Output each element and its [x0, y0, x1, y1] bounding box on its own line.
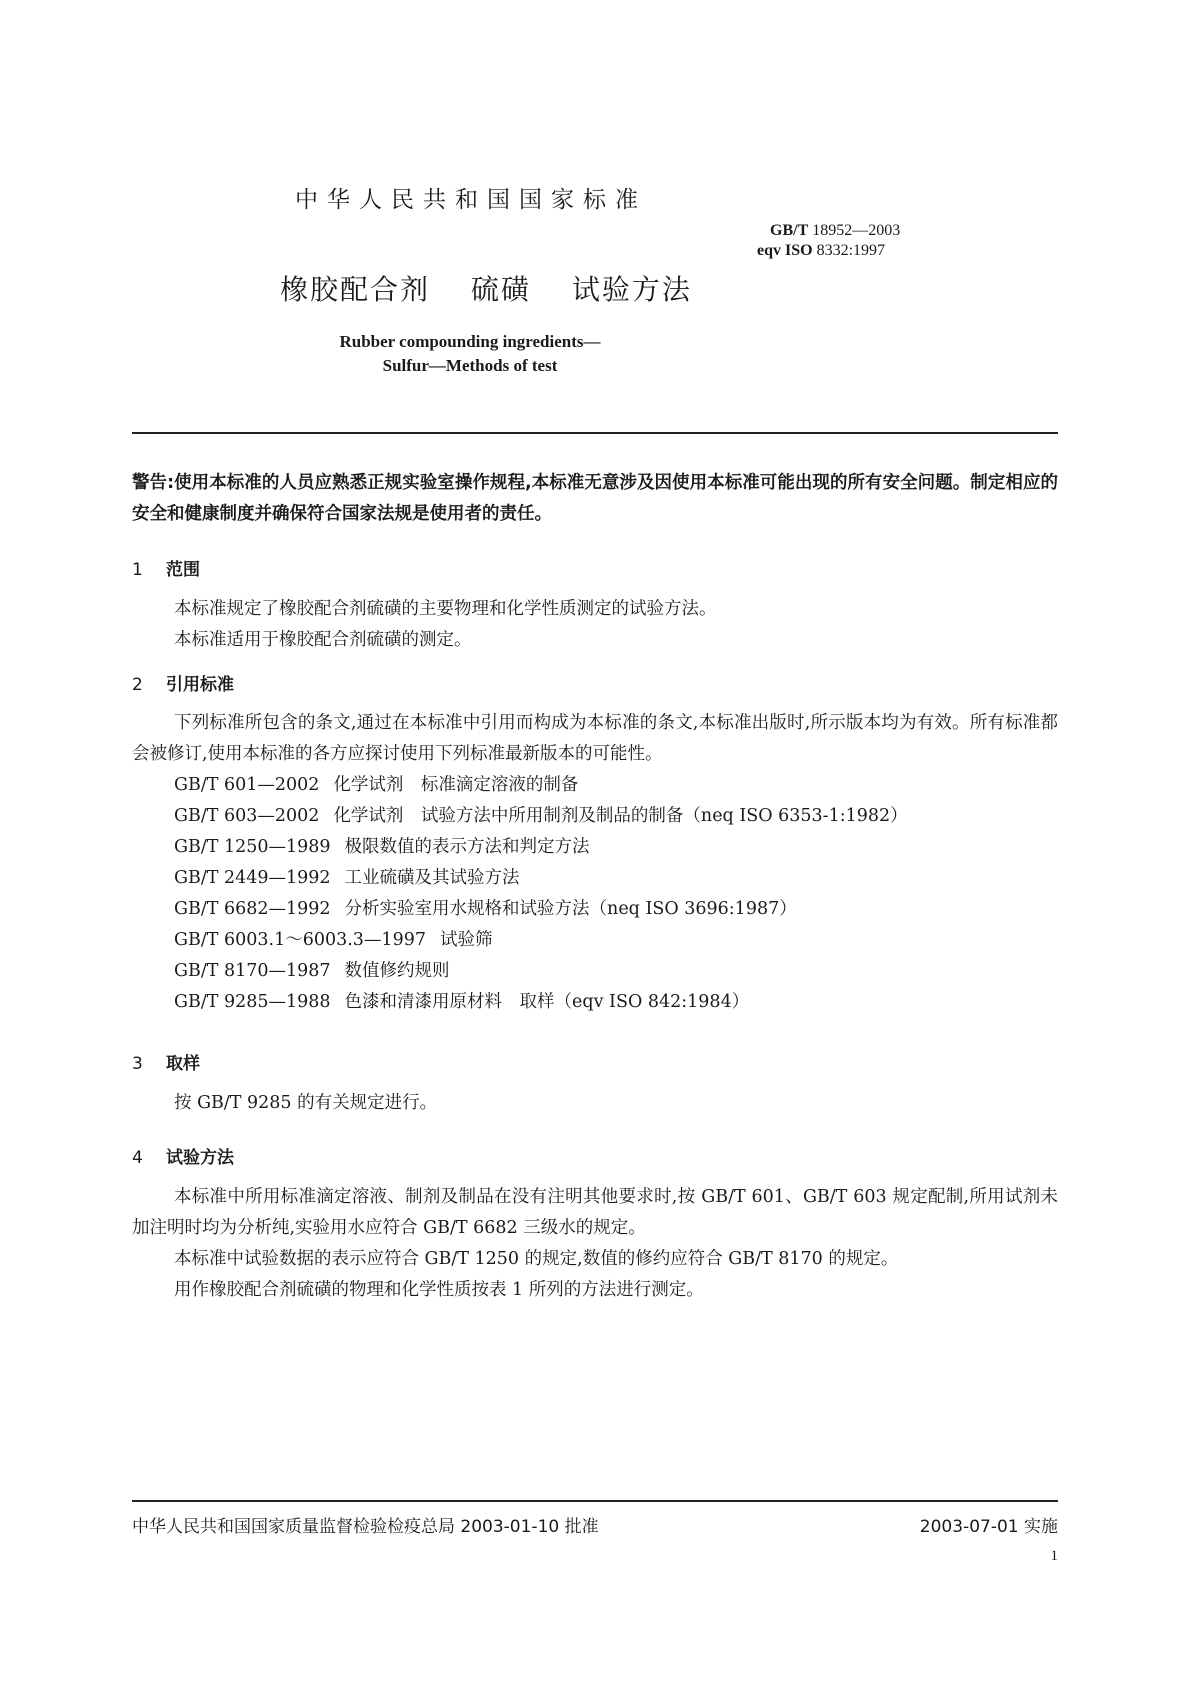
national-standard-heading: 中华人民共和国国家标准 [295, 187, 647, 213]
standard-code-prefix: GB/T [770, 222, 809, 239]
implementation-date: 2003-07-01 实施 [919, 1517, 1058, 1537]
english-title [290, 330, 650, 378]
title-part-2: 硫磺 [470, 273, 531, 306]
reference-code: GB/T 603—2002 [174, 806, 320, 826]
reference-code: GB/T 6682—1992 [174, 899, 331, 919]
standard-code-number: 18952—2003 [812, 222, 901, 239]
section-title: 引用标准 [166, 675, 234, 695]
section-title: 取样 [166, 1054, 200, 1074]
reference-title: 极限数值的表示方法和判定方法 [344, 837, 590, 857]
reference-title: 试验筛 [439, 930, 493, 950]
document-title [280, 268, 722, 308]
reference-title: 色漆和清漆用原材料 取样（eqv ISO 842:1984） [344, 992, 750, 1012]
reference-item [174, 770, 578, 801]
scope-line-2: 本标准适用于橡胶配合剂硫磺的测定。 [174, 630, 472, 650]
reference-item [174, 987, 749, 1018]
header-divider [132, 432, 1058, 434]
section-number: 4 [132, 1148, 143, 1168]
reference-title: 分析实验室用水规格和试验方法（neq ISO 3696:1987） [344, 899, 797, 919]
equivalent-prefix: eqv [757, 242, 781, 259]
scope-line-1: 本标准规定了橡胶配合剂硫磺的主要物理和化学性质测定的试验方法。 [174, 599, 717, 619]
english-title-line-2: Sulfur—Methods of test [382, 356, 558, 375]
reference-item [174, 956, 450, 987]
sampling-text: 按 GB/T 9285 的有关规定进行。 [174, 1093, 438, 1113]
title-part-3: 试验方法 [571, 273, 692, 306]
reference-code: GB/T 601—2002 [174, 775, 320, 795]
equivalent-number: 8332:1997 [816, 242, 886, 259]
reference-code: GB/T 6003.1～6003.3—1997 [174, 930, 426, 950]
reference-code: GB/T 1250—1989 [174, 837, 331, 857]
reference-item [174, 863, 520, 894]
section-number: 1 [132, 560, 143, 580]
references-intro: 下列标准所包含的条文,通过在本标准中引用而构成为本标准的条文,本标准出版时,所示版本均为有效。所有标准都会被修订,使用本标准的各方应探讨使用下列标准最新版本的可能性。 [132, 713, 1058, 764]
section-title: 范围 [166, 560, 200, 580]
reference-item [174, 801, 908, 832]
english-title-line-1: Rubber compounding ingredients— [339, 332, 601, 351]
page-number: 1 [1050, 1548, 1058, 1564]
section-title: 试验方法 [166, 1148, 234, 1168]
standard-code [770, 222, 900, 240]
reference-title: 工业硫磺及其试验方法 [344, 868, 520, 888]
safety-warning: 警告:使用本标准的人员应熟悉正规实验室操作规程,本标准无意涉及因使用本标准可能出现的所有安全问题。制定相应的安全和健康制度并确保符合国家法规是使用者的责任。 [132, 473, 1058, 524]
reference-code: GB/T 8170—1987 [174, 961, 331, 981]
equivalent-standard [757, 242, 885, 260]
methods-paragraph-2: 本标准中试验数据的表示应符合 GB/T 1250 的规定,数值的修约应符合 GB/T 8170 的规定。 [174, 1249, 899, 1269]
reference-title: 化学试剂 标准滴定溶液的制备 [333, 775, 579, 795]
reference-code: GB/T 9285—1988 [174, 992, 331, 1012]
section-number: 3 [132, 1054, 143, 1074]
reference-title: 化学试剂 试验方法中所用制剂及制品的制备（neq ISO 6353-1:1982） [333, 806, 908, 826]
methods-paragraph-1: 本标准中所用标准滴定溶液、制剂及制品在没有注明其他要求时,按 GB/T 601、GB/T 603 规定配制,所用试剂未加注明时均为分析纯,实验用水应符合 GB/T 6682 三级水的规定。 [132, 1187, 1058, 1238]
title-part-1: 橡胶配合剂 [280, 273, 431, 306]
section-heading-references [132, 670, 234, 695]
section-heading-methods [132, 1143, 234, 1168]
section-heading-scope [132, 555, 200, 580]
equivalent-iso: ISO [785, 242, 813, 259]
section-number: 2 [132, 675, 143, 695]
reference-code: GB/T 2449—1992 [174, 868, 331, 888]
methods-paragraph-3: 用作橡胶配合剂硫磺的物理和化学性质按表 1 所列的方法进行测定。 [174, 1280, 704, 1300]
reference-title: 数值修约规则 [344, 961, 450, 981]
reference-item [174, 832, 590, 863]
section-heading-sampling [132, 1049, 200, 1074]
reference-item [174, 925, 492, 956]
footer-divider [132, 1500, 1058, 1502]
reference-item [174, 894, 797, 925]
approval-line: 中华人民共和国国家质量监督检验检疫总局 2003-01-10 批准 [132, 1517, 599, 1537]
